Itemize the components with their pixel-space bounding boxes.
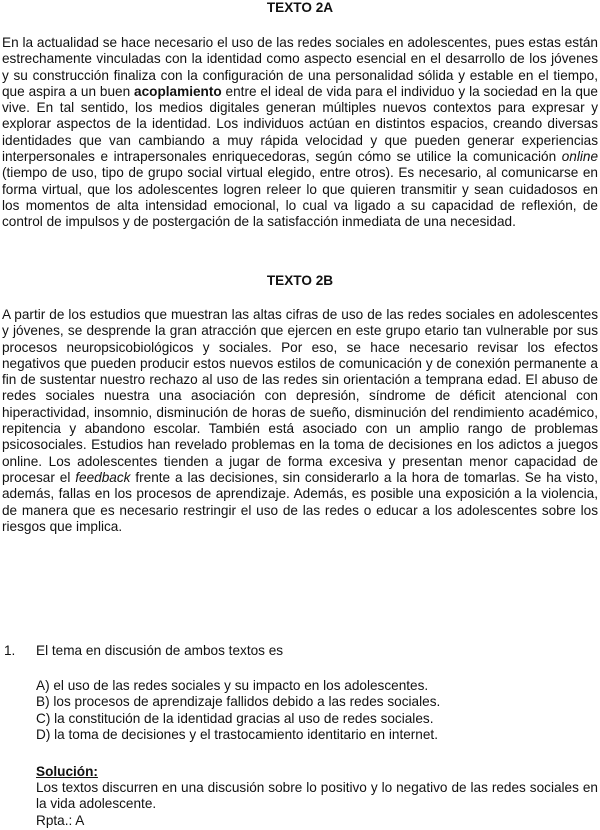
texto-2b-title: TEXTO 2B [266, 273, 334, 288]
texto-2a-bold-term: acoplamiento [134, 83, 222, 99]
texto-2b-italic-term: feedback [75, 469, 131, 485]
solution-label: Solución: [36, 764, 98, 779]
texto-2b-part-1: A partir de los estudios que muestran las altas cifras de uso de las redes sociales en adolescentes y jóvenes, se desprende la gran atracción que ejercen en este grupo etario tan vulnerable por sus procesos neuropsicobiológicos y sociales. Por eso, se hace necesario revisar los efectos negativos que pueden producir estos nuevos estilos de comunicación y de conexión permanente a fin de sustentar nuestro rechazo al uso de las redes sin orientación a temprana edad. El abuso de redes sociales nuestra una asociación con depresión, síndrome de déficit atencional con hiperactividad, insomnio, disminución de horas de sueño, disminución del rendimiento académico, repitencia y abandono escolar. También está asociado con un amplio rango de problemas psicosociales. Estudios han revelado problemas en la toma de decisiones en los adictos a juegos online. Los adolescentes tienden a jugar de forma excesiva y presentan menor capacidad de procesar el [2, 307, 598, 485]
texto-2a-part-1: En la actualidad se hace necesario el uso de las redes sociales en adolescentes, pues estas están estrechamente vinculadas con la identidad como aspecto esencial en el desarrollo de los jóvenes y su construcción finaliza con la configuración de una personalidad sólida y estable en el tiempo, que aspira a un buen [2, 35, 598, 99]
question-text: El tema en discusión de ambos textos es [36, 643, 284, 658]
option-a: A) el uso de las redes sociales y su impacto en los adolescentes. [36, 678, 429, 693]
answer-options [36, 678, 440, 743]
option-c: C) la constitución de la identidad gracias al uso de redes sociales. [36, 710, 434, 726]
option-b: B) los procesos de aprendizaje fallidos debido a las redes sociales. [36, 694, 441, 710]
question-number: 1. [4, 643, 16, 658]
texto-2a-title: TEXTO 2A [266, 0, 334, 15]
option-d: D) la toma de decisiones y el trastocamiento identitario en internet. [36, 726, 438, 742]
texto-2b-part-2: frente a las decisiones, sin considerarlo a la hora de tomarlas. Se ha visto, además, fallas en los procesos de aprendizaje. Además, es posible una exposición a la violencia, de manera que es necesario restringir el uso de las redes o educar a los adolescentes sobre los riesgos que implica. [2, 469, 598, 534]
answer-line: Rpta.: A [36, 813, 85, 828]
texto-2a-part-2: entre el ideal de vida para el individuo y la sociedad en la que vive. En tal sentido, los medios digitales generan múltiples nuevos contextos para expresar y explorar aspectos de la identidad. Los individuos actúan en distintos espacios, creando diversas identidades que van cambiando a muy rápida velocidad y que pueden generar experiencias interpersonales e intrapersonales enriquecedoras, según cómo se utilice la comunicación [2, 83, 598, 165]
solution-text: Los textos discurren en una discusión sobre lo positivo y lo negativo de las redes sociales en la vida adolescente. [36, 780, 598, 812]
texto-2a-part-3: (tiempo de uso, tipo de grupo social virtual elegido, entre otros). Es necesario, al comunicarse en forma virtual, que los adolescentes logren releer lo que quieren transmitir y sean cuidadosos en los momentos de alta intensidad emocional, lo cual va ligado a su capacidad de reflexión, de control de impulsos y de postergación de la satisfacción inmediata de una necesidad. [2, 165, 598, 230]
texto-2b-paragraph [2, 307, 598, 535]
texto-2a-italic-term: online [561, 149, 598, 165]
texto-2a-paragraph [2, 35, 598, 231]
